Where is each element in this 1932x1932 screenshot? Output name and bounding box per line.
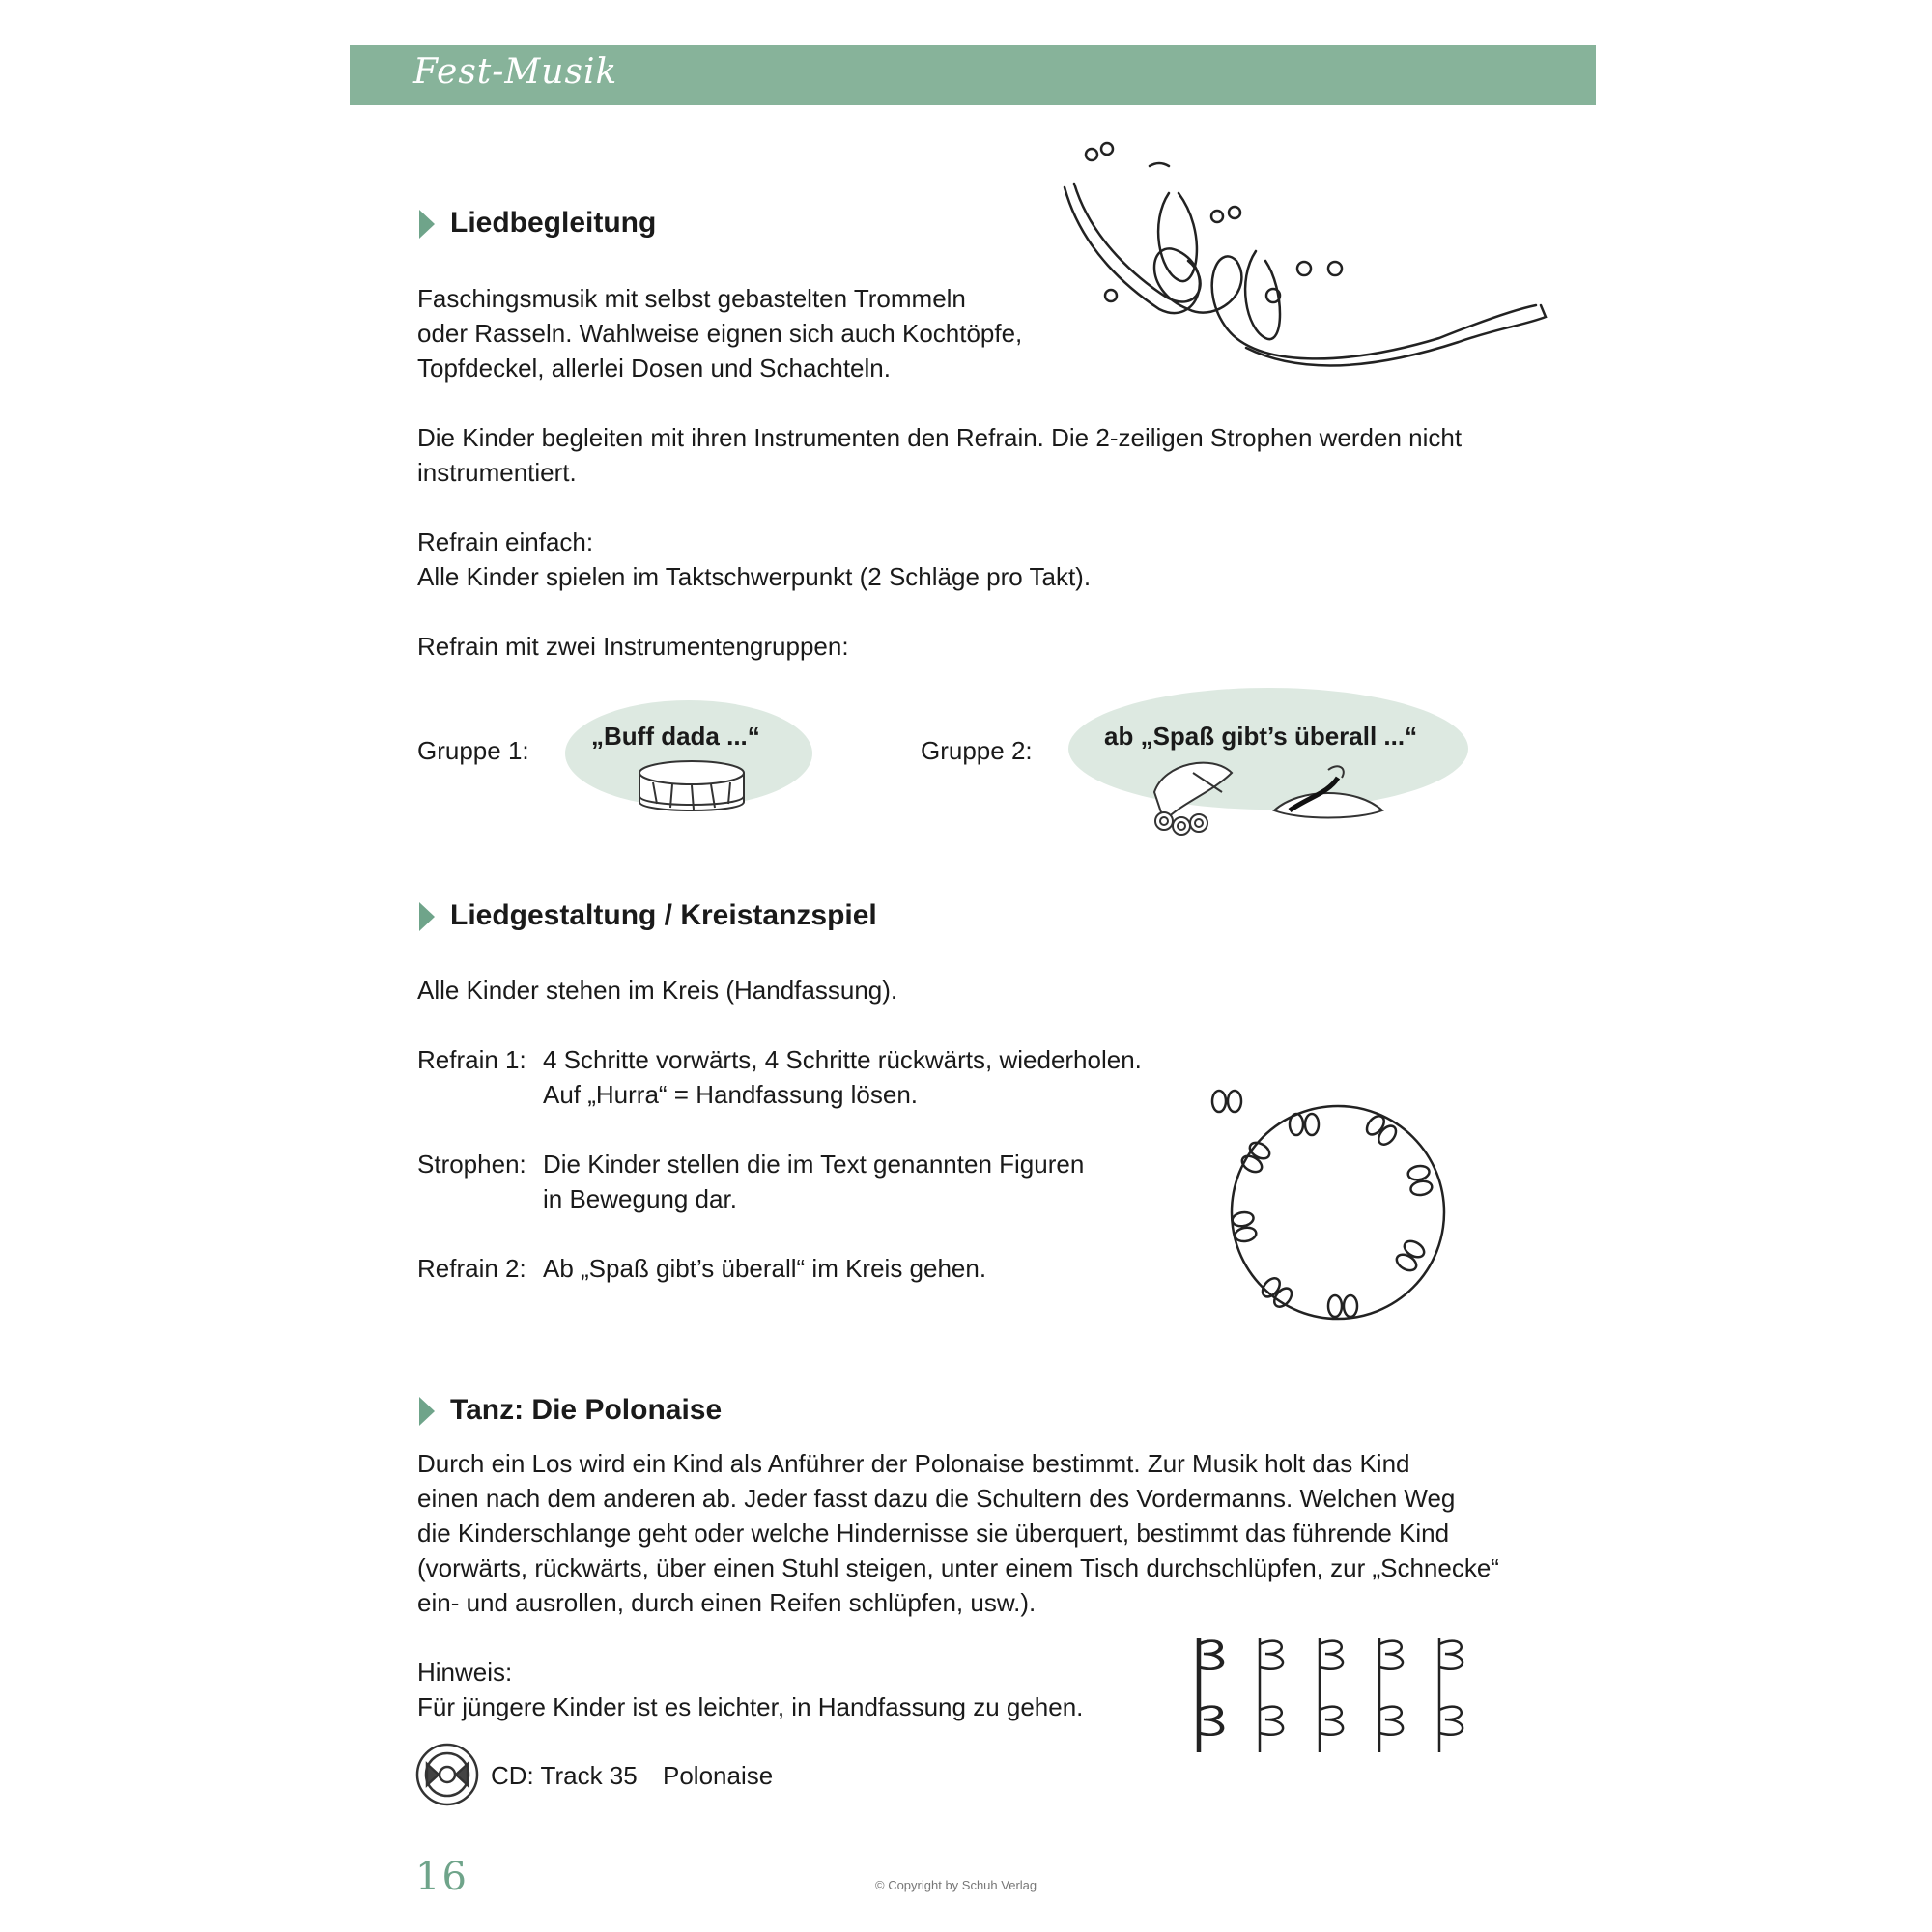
cymbal-icon: [1270, 758, 1386, 826]
page-number: 16: [415, 1855, 469, 1899]
hint-label: Hinweis:: [417, 1658, 513, 1687]
row-label-refrain1: Refrain 1:: [417, 1045, 526, 1074]
paragraph-polonaise: Durch ein Los wird ein Kind als Anführer der Polonaise bestimmt. Zur Musik holt das Kind einen nach dem anderen ab. Jeder fasst dazu die Schultern des Vordermanns. Welchen Weg die Kinderschlange geht oder welche Hindernisse sie überquert, bestimmt das führende Kind (vorwärts, rückwärts, über einen Stuhl steigen, unter einem Tisch durchschlüpfen, zur „Schnecke“ ein- und ausrollen, durch einen Reifen schlüpfen, usw.).: [417, 1449, 1499, 1617]
copyright-notice: © Copyright by Schuh Verlag: [875, 1878, 1037, 1892]
hint-text: Für jüngere Kinder ist es leichter, in Handfassung zu gehen.: [417, 1692, 1084, 1721]
cd-title: Polonaise: [663, 1761, 774, 1790]
section-heading-liedbegleitung: Liedbegleitung: [450, 207, 657, 239]
paragraph-refrain: Die Kinder begleiten mit ihren Instrumenten den Refrain. Die 2-zeiligen Strophen werden nicht instrumentiert.: [417, 423, 1463, 487]
group2-label: Gruppe 2:: [921, 736, 1033, 765]
row-label-refrain2: Refrain 2:: [417, 1254, 526, 1283]
section-heading-kreistanzspiel: Liedgestaltung / Kreistanzspiel: [450, 899, 877, 931]
section-marker-icon: [419, 210, 435, 239]
row-text-strophen: Die Kinder stellen die im Text genannten Figuren in Bewegung dar.: [543, 1150, 1085, 1213]
group1-bubble-text: „Buff dada ...“: [591, 722, 760, 751]
hint-block: [417, 1655, 1083, 1724]
streamer-illustration: [1053, 135, 1555, 377]
paragraph-two-groups: Refrain mit zwei Instrumentengruppen:: [417, 632, 849, 661]
section-heading-polonaise: Tanz: Die Polonaise: [450, 1394, 723, 1426]
cd-icon: [415, 1743, 479, 1806]
header-title: Fest-Musik: [413, 52, 618, 92]
cd-track: CD: Track 35: [491, 1761, 638, 1790]
section-marker-icon: [419, 1397, 435, 1426]
tambourine-icon: [1145, 753, 1241, 840]
paragraph-refrain-simple: Refrain einfach: Alle Kinder spielen im Taktschwerpunkt (2 Schläge pro Takt).: [417, 527, 1092, 591]
paragraph-circle-intro: Alle Kinder stehen im Kreis (Handfassung).: [417, 976, 898, 1005]
row-label-strophen: Strophen:: [417, 1150, 526, 1179]
row-text-refrain1: 4 Schritte vorwärts, 4 Schritte rückwärts, wiederholen. Auf „Hurra“ = Handfassung lösen.: [543, 1045, 1142, 1109]
paragraph-intro: Faschingsmusik mit selbst gebastelten Trommeln oder Rasseln. Wahlweise eignen sich auch Kochtöpfe, Topfdeckel, allerlei Dosen und Schachteln.: [417, 284, 1023, 383]
polonaise-diagram: [1198, 1633, 1488, 1758]
group2-bubble-text: ab „Spaß gibt’s überall ...“: [1104, 722, 1418, 751]
circle-dance-diagram: [1227, 1101, 1459, 1333]
drum-icon: [634, 753, 750, 821]
row-text-refrain2: Ab „Spaß gibt’s überall“ im Kreis gehen.: [543, 1254, 987, 1283]
section-marker-icon: [419, 902, 435, 931]
group1-label: Gruppe 1:: [417, 736, 529, 765]
